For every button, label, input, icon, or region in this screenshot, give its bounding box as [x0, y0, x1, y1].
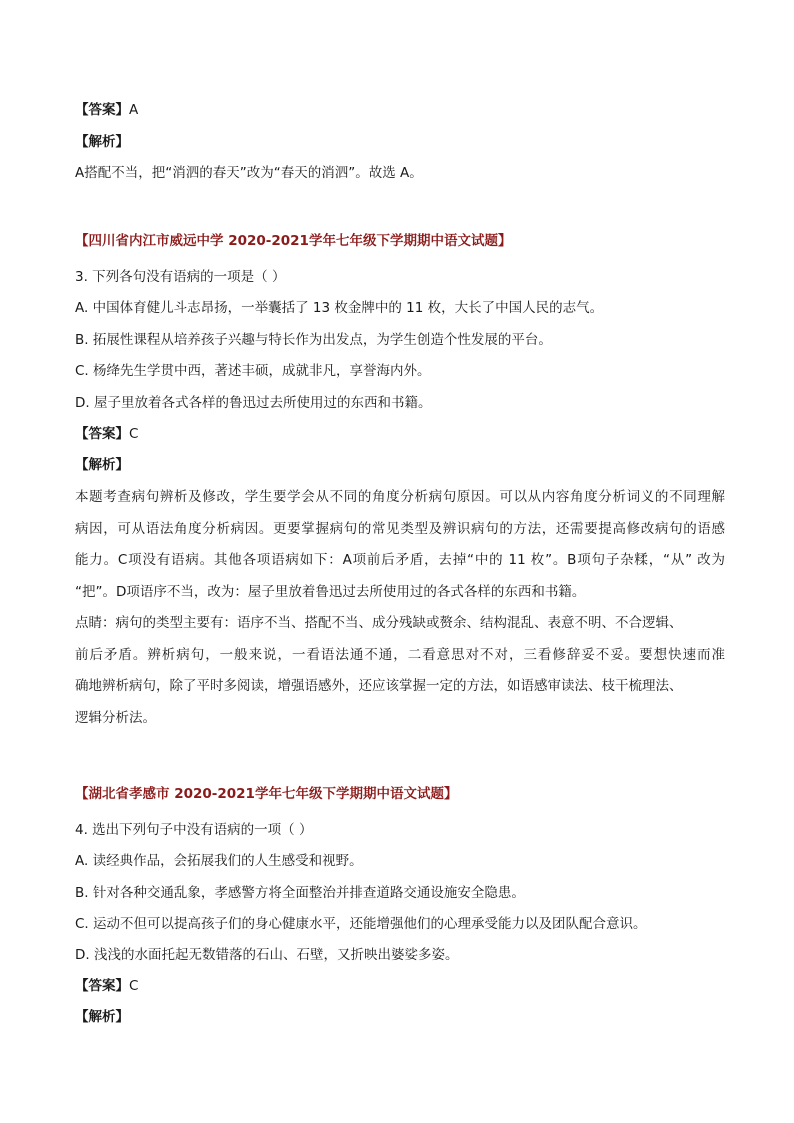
dianjing-line: 点睛：病句的类型主要有：语序不当、搭配不当、成分残缺或赘余、结构混乱、表意不明、不合逻辑、 — [75, 615, 683, 631]
option-3c: C. 杨绛先生学贯中西，著述丰硕，成就非凡，享誉海内外。 — [75, 363, 431, 379]
question-stem-3: 3. 下列各句没有语病的一项是（ ） — [75, 269, 286, 285]
answer-label: 【答案】 — [75, 426, 129, 442]
analysis-heading-3 — [75, 456, 725, 474]
analysis-heading-4 — [75, 1008, 725, 1026]
option-4c: C. 运动不但可以提高孩子们的身心健康水平，还能增强他们的心理承受能力以及团队配合意识。 — [75, 916, 647, 932]
answer-line-1 — [75, 101, 725, 119]
question-source-4: 【湖北省孝感市 2020-2021学年七年级下学期期中语文试题】 — [75, 786, 458, 802]
question-text: 4. 选出下列句子中没有语病的一项（ ） — [75, 822, 313, 838]
option-3a: A. 中国体育健儿斗志昂扬，一举囊括了 13 枚金牌中的 11 枚，大长了中国人民的志气。 — [75, 300, 604, 316]
analysis-label: 【解析】 — [75, 1009, 129, 1025]
analysis-label: 【解析】 — [75, 134, 129, 150]
analysis-line: 能力。C项没有语病。其他各项语病如下：A项前后矛盾，去掉“中的 11 枚”。B项句子杂糅，“从” 改为 — [75, 552, 725, 568]
answer-value: A — [129, 102, 139, 118]
option-4b: B. 针对各种交通乱象，孝感警方将全面整治并排查道路交通设施安全隐患。 — [75, 885, 525, 901]
answer-line-4 — [75, 977, 725, 995]
answer-label: 【答案】 — [75, 102, 129, 118]
option-3d: D. 屋子里放着各式各样的鲁迅过去所使用过的东西和书籍。 — [75, 395, 432, 411]
answer-value: C — [129, 978, 139, 994]
answer-label: 【答案】 — [75, 978, 129, 994]
dianjing-line: 逻辑分析法。 — [75, 710, 156, 726]
analysis-line: 本题考查病句辨析及修改，学生要学会从不同的角度分析病句原因。可以从内容角度分析词义的不同理解 — [75, 489, 725, 505]
analysis-line: “把”。D项语序不当，改为：屋子里放着鲁迅过去所使用过的各式各样的东西和书籍。 — [75, 584, 586, 600]
dianjing-line: 确地辨析病句，除了平时多阅读，增强语感外，还应该掌握一定的方法，如语感审读法、枝干梳理法、 — [75, 678, 683, 694]
answer-value: C — [129, 426, 139, 442]
option-4a: A. 读经典作品，会拓展我们的人生感受和视野。 — [75, 853, 363, 869]
option-3b: B. 拓展性课程从培养孩子兴趣与特长作为出发点，为学生创造个性发展的平台。 — [75, 332, 552, 348]
dianjing-line: 前后矛盾。辨析病句，一般来说，一看语法通不通，二看意思对不对，三看修辞妥不妥。要想快速而准 — [75, 647, 725, 663]
question-stem-4 — [75, 821, 725, 839]
analysis-line: 病因，可从语法角度分析病因。更要掌握病句的常见类型及辨识病句的方法，还需要提高修改病句的语感 — [75, 521, 725, 537]
question-source-3: 【四川省内江市威远中学 2020-2021学年七年级下学期期中语文试题】 — [75, 233, 512, 249]
analysis-heading-1 — [75, 133, 725, 151]
option-4d: D. 浅浅的水面托起无数错落的石山、石壁，又折映出婆娑多姿。 — [75, 947, 459, 963]
answer-line-3 — [75, 425, 725, 443]
analysis-label: 【解析】 — [75, 457, 129, 473]
analysis-text-1: A搭配不当，把“消泗的春天”改为“春天的消泗”。故选 A。 — [75, 165, 423, 181]
